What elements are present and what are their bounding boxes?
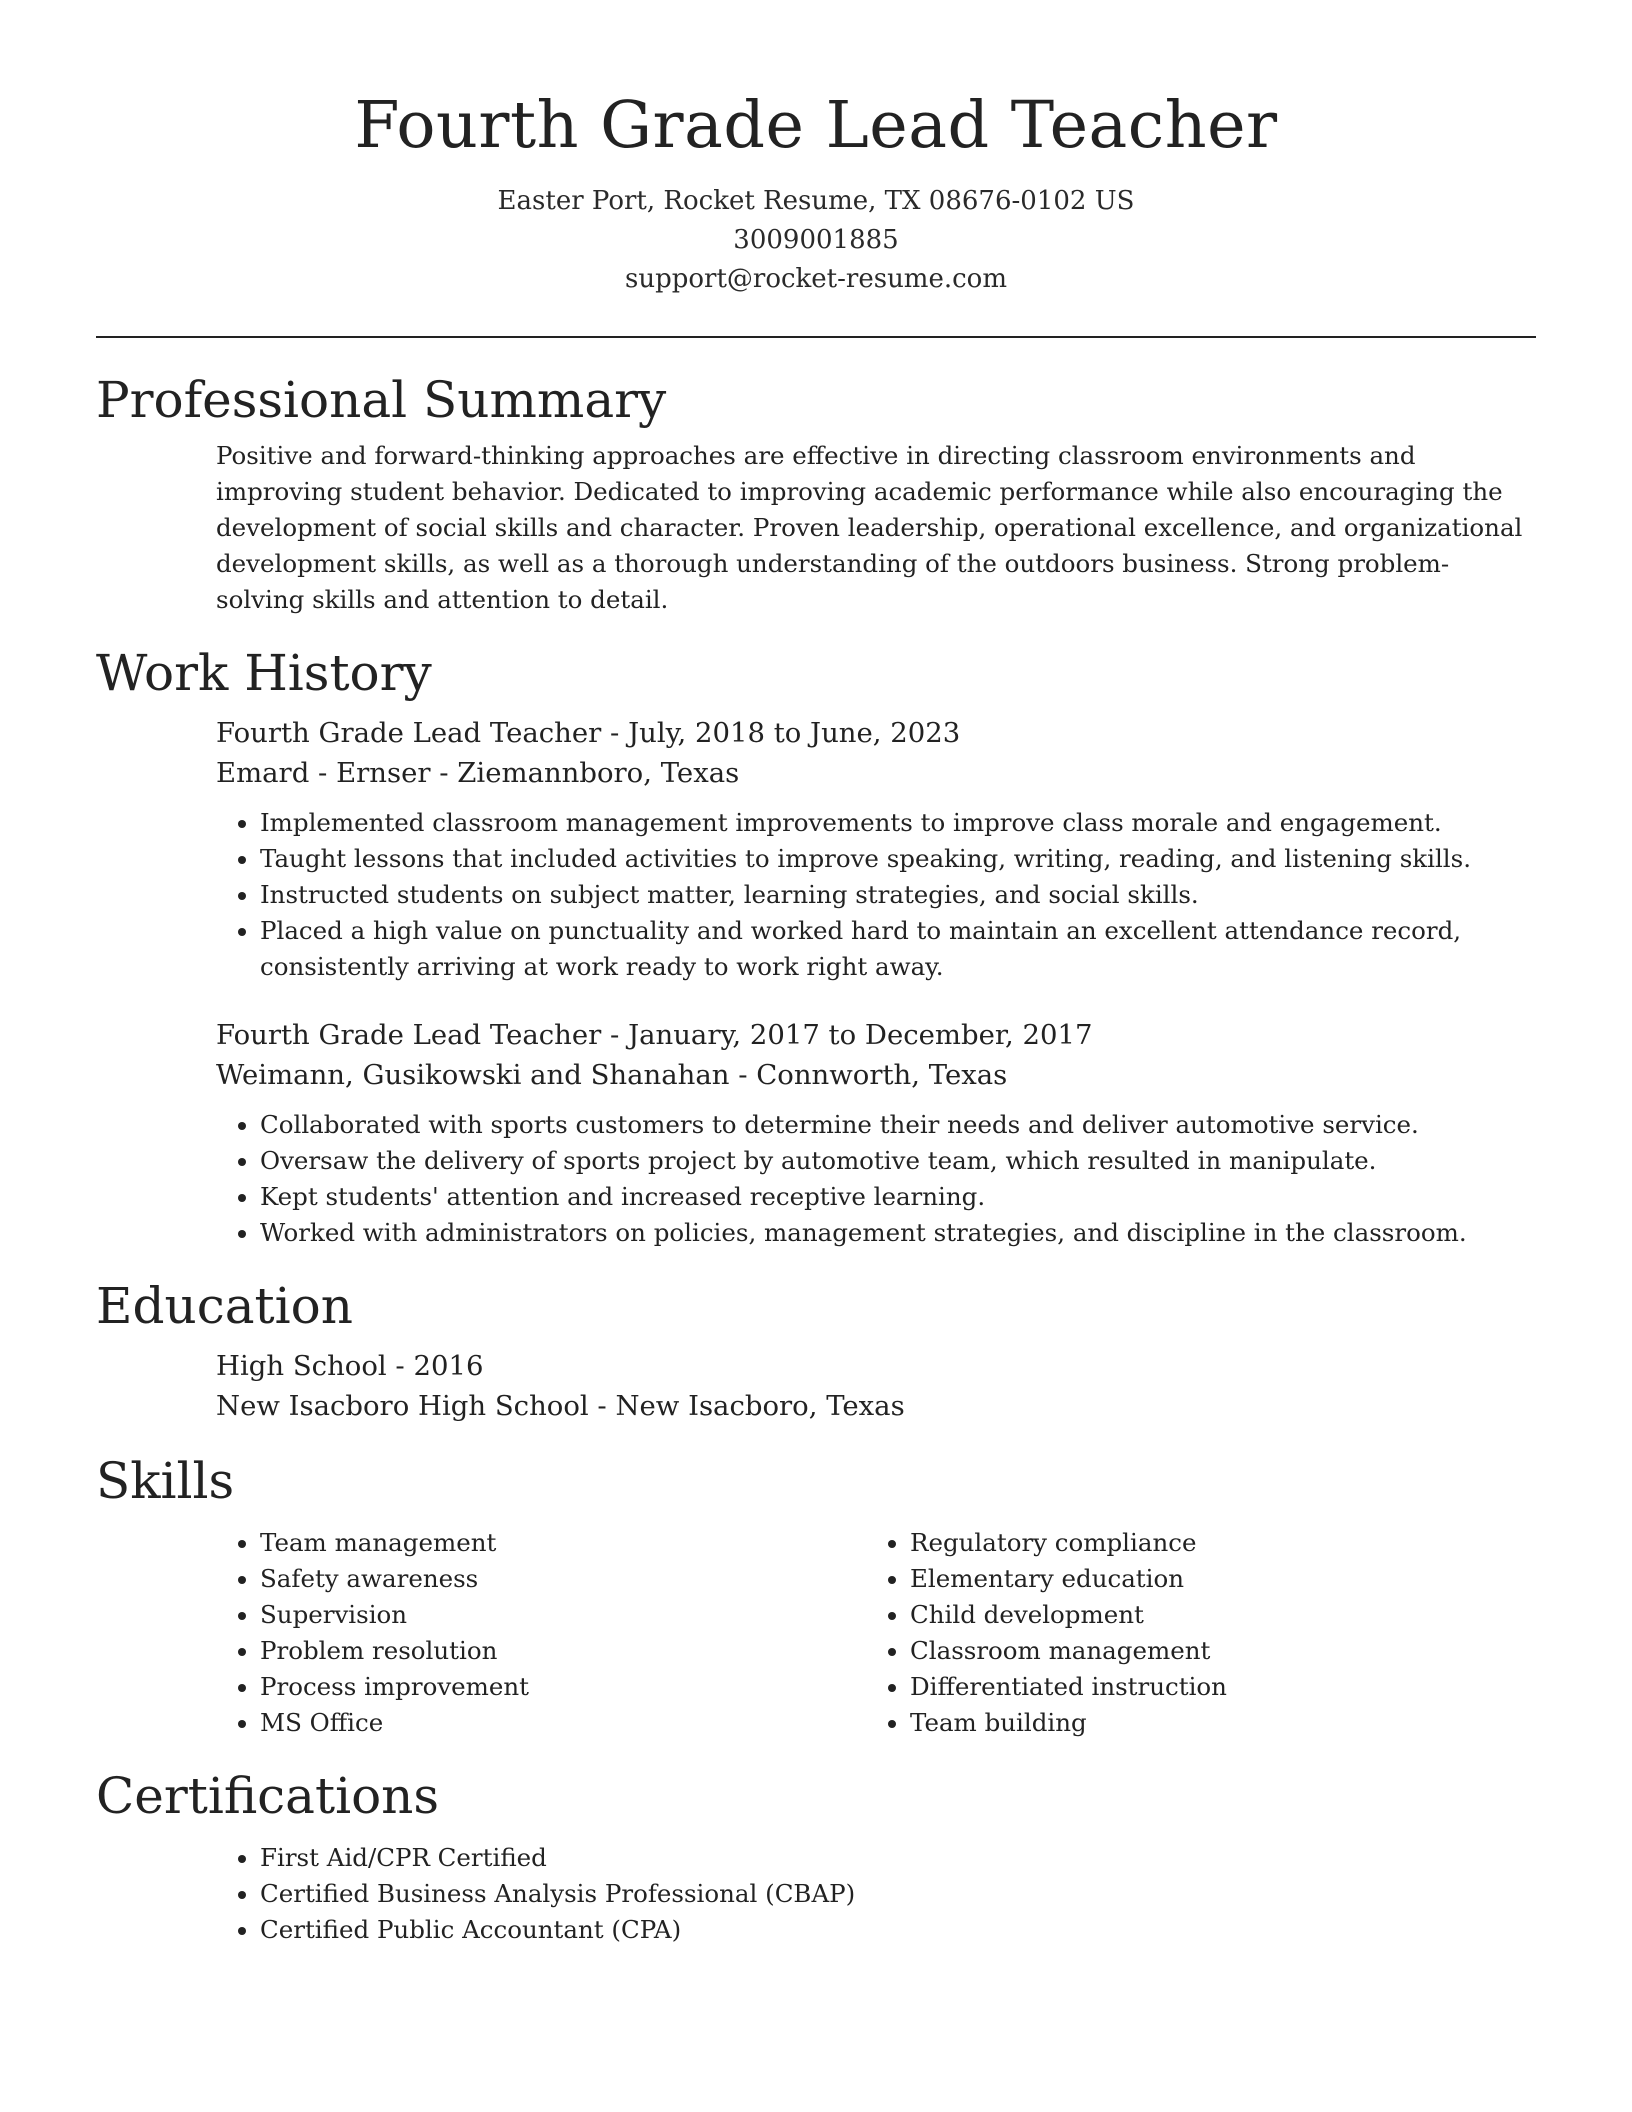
list-item: • Instructed students on subject matter, learning strategies, and social skills. — [260, 877, 1536, 913]
job-employer: Emard - Ernser - Ziemannboro, Texas — [216, 757, 740, 789]
candidate-name: Fourth Grade Lead Teacher — [354, 88, 1278, 163]
list-item: • Child development — [910, 1597, 1516, 1633]
list-item: • Differentiated instruction — [910, 1669, 1516, 1705]
skills-column-left — [216, 1513, 866, 1741]
list-item: • Placed a high value on punctuality and worked hard to maintain an excellent attendance record, consistently arriving at work ready to work right away. — [260, 913, 1536, 985]
list-item: • Safety awareness — [260, 1561, 866, 1597]
job-title: Fourth Grade Lead Teacher - July, 2018 to June, 2023 — [216, 717, 961, 749]
skills-list-left — [216, 1525, 866, 1741]
work-history-heading: Work History — [96, 644, 432, 702]
skills-section — [96, 1449, 1536, 1741]
list-item: • Team building — [910, 1705, 1516, 1741]
list-item: • Problem resolution — [260, 1633, 866, 1669]
work-history-section — [96, 641, 1536, 1251]
summary-body — [96, 438, 1536, 618]
education-degree: High School - 2016 — [216, 1350, 484, 1382]
certifications-section — [96, 1764, 1536, 1948]
job-duties-list — [216, 805, 1536, 985]
contact-email: support@rocket-resume.com — [624, 264, 1007, 294]
list-item: • Kept students' attention and increased receptive learning. — [260, 1179, 1536, 1215]
list-item: • Certified Business Analysis Professional (CBAP) — [260, 1876, 1536, 1912]
summary-heading: Professional Summary — [96, 371, 667, 429]
list-item: • Certified Public Accountant (CPA) — [260, 1912, 1536, 1948]
list-item: • Team management — [260, 1525, 866, 1561]
header-divider — [96, 336, 1536, 338]
list-item: • Supervision — [260, 1597, 866, 1633]
summary-text: Positive and forward-thinking approaches are effective in directing classroom environments and improving student behavior. Dedicated to improving academic performance while also encouraging the development of social skills and character. Proven leadership, operational excellence, and organizational development skills, as well as a thorough understanding of the outdoors business. Strong problem-solving skills and attention to detail. — [216, 441, 1523, 614]
contact-phone: 3009001885 — [733, 225, 899, 255]
job-employer: Weimann, Gusikowski and Shanahan - Connworth, Texas — [216, 1059, 1008, 1091]
list-item: • Implemented classroom management improvements to improve class morale and engagement. — [260, 805, 1536, 841]
education-school: New Isacboro High School - New Isacboro, Texas — [216, 1390, 905, 1422]
list-item: • Oversaw the delivery of sports project by automotive team, which resulted in manipulate. — [260, 1143, 1536, 1179]
summary-section — [96, 368, 1536, 618]
skills-list-right — [866, 1525, 1516, 1741]
list-item: • Collaborated with sports customers to determine their needs and deliver automotive service. — [260, 1107, 1536, 1143]
certifications-heading: Certifications — [96, 1767, 440, 1825]
list-item: • Worked with administrators on policies, management strategies, and discipline in the classroom. — [260, 1215, 1536, 1251]
list-item: • Process improvement — [260, 1669, 866, 1705]
work-history-body — [96, 713, 1536, 1251]
skills-body — [96, 1513, 1536, 1741]
education-heading: Education — [96, 1277, 353, 1335]
list-item: • Elementary education — [910, 1561, 1516, 1597]
list-item: • Classroom management — [910, 1633, 1516, 1669]
job-duties-list — [216, 1107, 1536, 1251]
skills-heading: Skills — [96, 1452, 235, 1510]
education-section — [96, 1274, 1536, 1426]
job-title: Fourth Grade Lead Teacher - January, 2017 to December, 2017 — [216, 1019, 1093, 1051]
certifications-body — [96, 1840, 1536, 1948]
education-body — [96, 1346, 1536, 1426]
contact-address: Easter Port, Rocket Resume, TX 08676-0102 US — [497, 186, 1135, 216]
list-item: • Regulatory compliance — [910, 1525, 1516, 1561]
certifications-list — [216, 1840, 1536, 1948]
skills-grid — [216, 1513, 1536, 1741]
list-item: • First Aid/CPR Certified — [260, 1840, 1536, 1876]
list-item: • MS Office — [260, 1705, 866, 1741]
job-entry — [216, 1015, 1536, 1251]
list-item: • Taught lessons that included activities to improve speaking, writing, reading, and listening skills. — [260, 841, 1536, 877]
resume-header — [96, 0, 1536, 299]
job-entry — [216, 713, 1536, 985]
skills-column-right — [866, 1513, 1516, 1741]
